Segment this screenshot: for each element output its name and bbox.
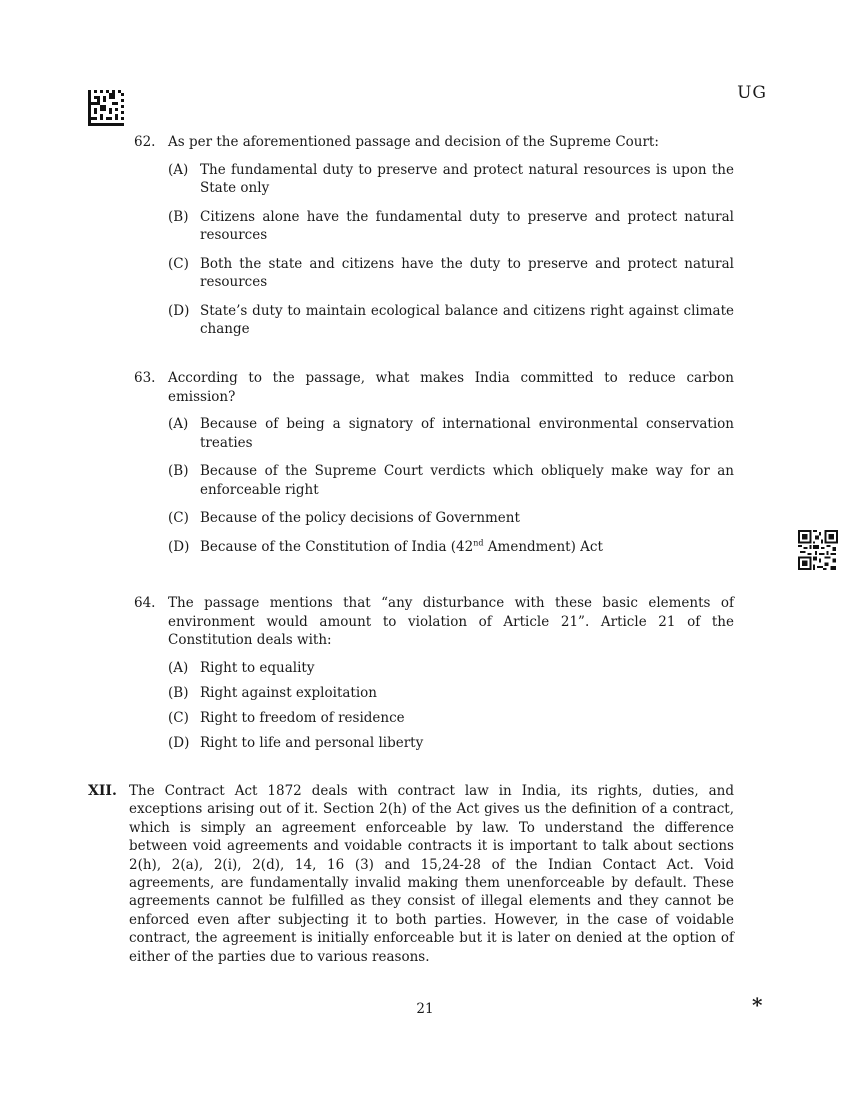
option-d: [168, 538, 734, 557]
option-label: (C): [168, 255, 189, 272]
question-text: As per the aforementioned passage and decision of the Supreme Court:: [168, 134, 659, 150]
option-b: [168, 684, 734, 703]
option-text: Right against exploitation: [200, 684, 377, 701]
option-label: (A): [168, 659, 189, 676]
option-label: (B): [168, 463, 189, 479]
options-list: [168, 659, 734, 753]
option-b: [168, 208, 734, 245]
option-text-end: Amendment) Act: [483, 538, 603, 555]
option-label: (A): [168, 416, 189, 432]
option-superscript: nd: [473, 538, 484, 547]
option-label: (B): [168, 208, 189, 225]
asterisk-mark: *: [752, 993, 763, 1017]
option-text: Because of the policy decisions of Government: [200, 510, 520, 526]
option-b: [168, 462, 734, 499]
option-label: (C): [168, 510, 189, 526]
option-d: [168, 302, 734, 339]
options-list: [168, 161, 734, 339]
option-a: [168, 161, 734, 198]
option-text-start: Because of the Constitution of India (42: [200, 538, 474, 555]
question-62: [134, 133, 734, 349]
option-label: (D): [168, 734, 190, 751]
option-a: [168, 415, 734, 452]
question-text: The passage mentions that “any disturbance with these basic elements of environment would amount to violation of Article 21”. Article 21 of the Constitution deals with:: [168, 595, 734, 648]
section-number: XII.: [88, 783, 117, 799]
option-label: (A): [168, 161, 189, 178]
passage-section-xii: [88, 782, 734, 966]
option-label: (C): [168, 709, 189, 726]
question-63: [134, 369, 734, 566]
option-c: [168, 509, 734, 528]
option-d: [168, 734, 734, 753]
question-number: 63.: [134, 370, 156, 386]
option-text: Right to life and personal liberty: [200, 734, 424, 751]
option-text: Because of the Supreme Court verdicts which obliquely make way for an enforceable right: [200, 463, 734, 498]
option-text: Right to equality: [200, 659, 315, 676]
option-a: [168, 659, 734, 678]
options-list: [168, 415, 734, 556]
question-text: According to the passage, what makes India committed to reduce carbon emission?: [168, 370, 734, 405]
qr-code-icon: [798, 530, 838, 570]
question-number: 62.: [134, 134, 156, 150]
option-c: [168, 709, 734, 728]
option-text: The fundamental duty to preserve and protect natural resources is upon the State only: [200, 161, 734, 196]
page-number: 21: [416, 1001, 434, 1017]
option-text: Because of being a signatory of international environmental conservation treaties: [200, 416, 734, 451]
option-label: (D): [168, 302, 190, 319]
question-64: [134, 594, 734, 759]
question-number: 64.: [134, 595, 156, 611]
2d-barcode-icon: [88, 90, 124, 126]
option-text: Both the state and citizens have the duty to preserve and protect natural resources: [200, 255, 734, 290]
option-label: (D): [168, 538, 190, 555]
option-text: Citizens alone have the fundamental duty to preserve and protect natural resources: [200, 208, 734, 243]
passage-text: The Contract Act 1872 deals with contract law in India, its rights, duties, and exceptions arising out of it. Section 2(h) of the Act gives us the definition of a contract, which is simply an agreement enforceable by law. To understand the difference between void agreements and voidable contracts it is important to talk about sections 2(h), 2(a), 2(i), 2(d), 14, 16 (3) and 15,24-28 of the Indian Contact Act. Void agreements, are fundamentally invalid making them unenforceable by default. These agreements cannot be fulfilled as they consist of illegal elements and they cannot be enforced even after subjecting it to both parties. However, in the case of voidable contract, the agreement is initially enforceable but it is later on denied at the option of either of the parties due to various reasons.: [129, 783, 734, 965]
option-label: (B): [168, 684, 189, 701]
exam-code: UG: [737, 83, 767, 103]
option-text: Right to freedom of residence: [200, 709, 405, 726]
option-c: [168, 255, 734, 292]
option-text: State’s duty to maintain ecological balance and citizens right against climate change: [200, 302, 734, 337]
